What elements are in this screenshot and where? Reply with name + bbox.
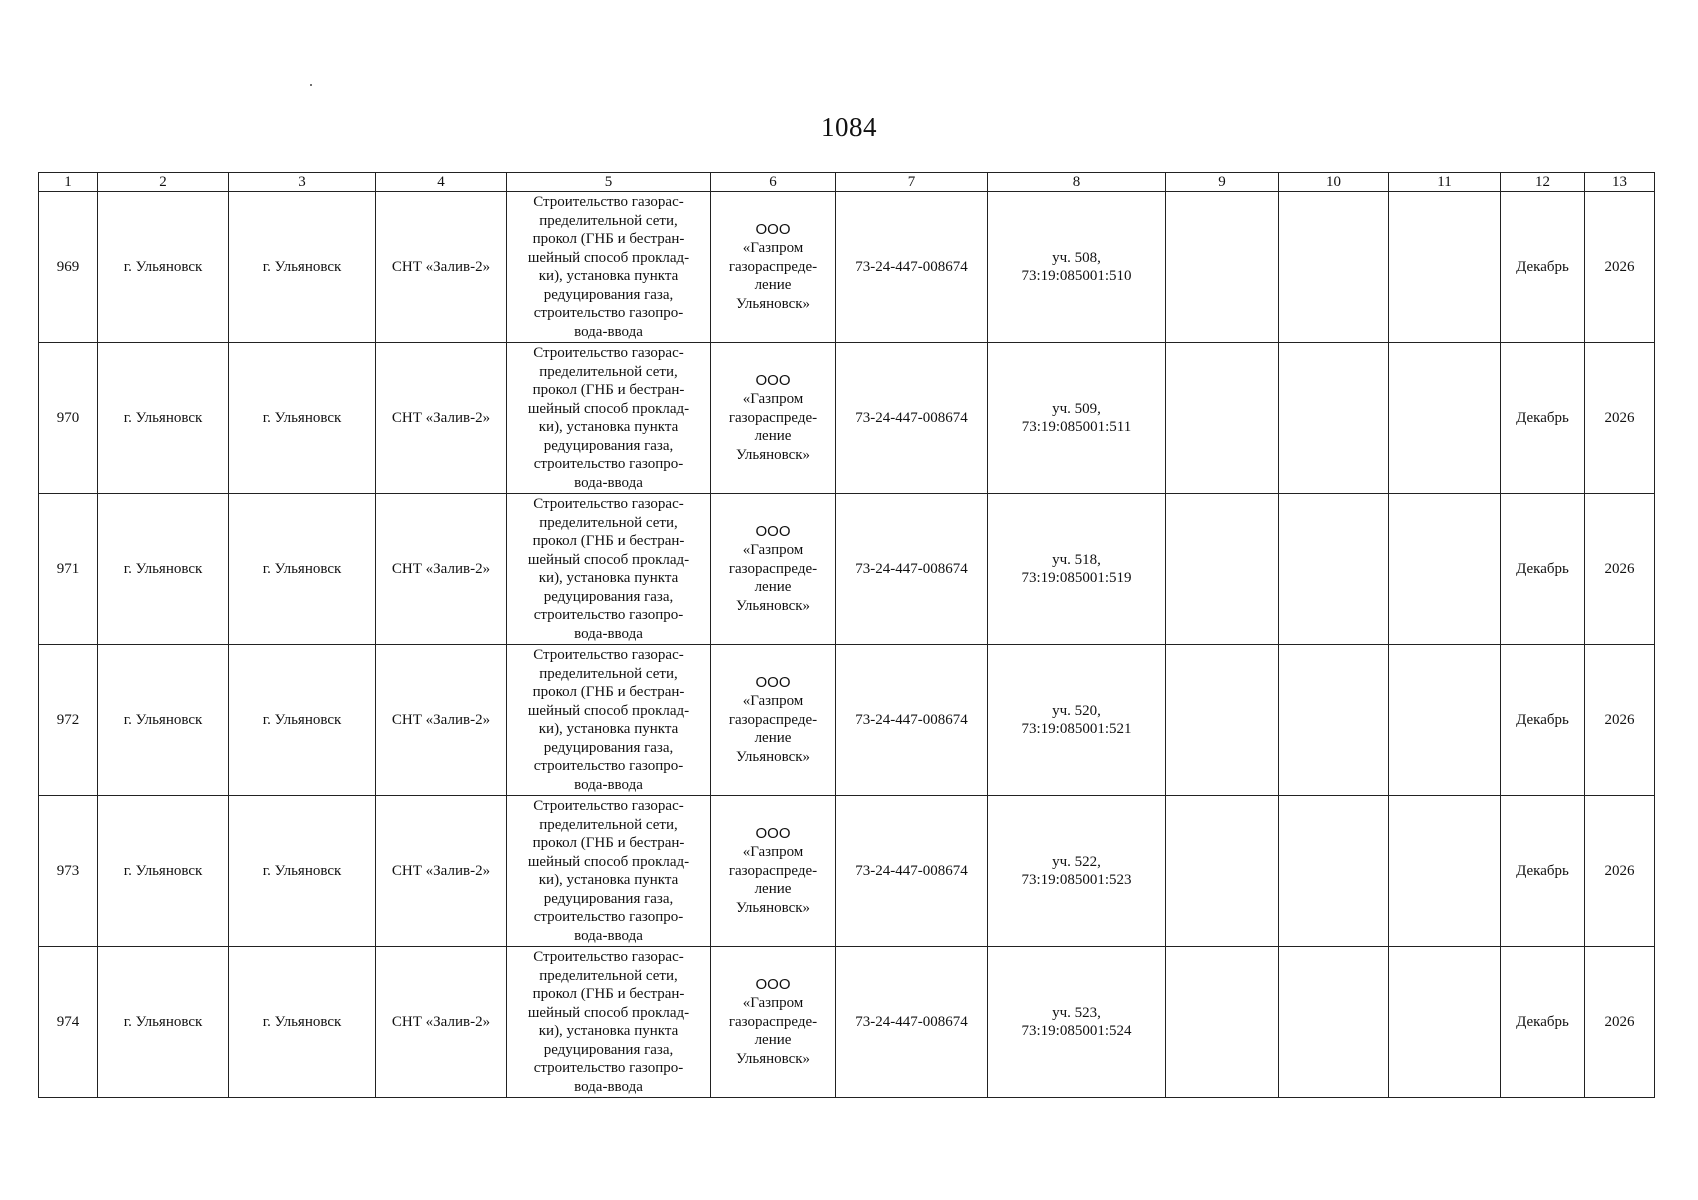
work-description-cell bbox=[507, 192, 711, 343]
scan-speck bbox=[310, 84, 312, 86]
work-description-cell-line: ки), установка пункта bbox=[538, 419, 679, 435]
work-description-cell-line: шейный способ проклад- bbox=[527, 853, 690, 870]
year-cell: 2026 bbox=[1585, 343, 1655, 494]
work-description-cell-line: шейный способ проклад- bbox=[527, 400, 690, 417]
work-description-cell-line: прокол (ГНБ и бестран- bbox=[532, 835, 685, 851]
organization-cell-line: «Газпром bbox=[742, 844, 804, 861]
work-description-cell-line: пределительной сети, bbox=[539, 363, 678, 380]
month-cell: Декабрь bbox=[1501, 947, 1585, 1098]
land-plot-cell-line: уч. 520, bbox=[1052, 702, 1101, 719]
column-9-cell bbox=[1166, 192, 1279, 343]
work-description-cell-line: редуцирования газа, bbox=[543, 286, 674, 303]
organization-cell bbox=[711, 645, 836, 796]
column-header-1: 1 bbox=[39, 173, 98, 192]
column-11-cell bbox=[1389, 796, 1501, 947]
work-description-cell-line: шейный способ проклад- bbox=[527, 551, 690, 568]
row-number-cell: 969 bbox=[39, 192, 98, 343]
month-cell: Декабрь bbox=[1501, 192, 1585, 343]
table-row bbox=[39, 645, 1655, 796]
land-plot-cell-line: 73:19:085001:511 bbox=[1021, 419, 1132, 435]
column-header-9: 9 bbox=[1166, 173, 1279, 192]
locality-cell: г. Ульяновск bbox=[229, 192, 376, 343]
organization-cell-line: ление bbox=[754, 428, 792, 445]
year-cell: 2026 bbox=[1585, 947, 1655, 1098]
organization-cell-line: газораспреде- bbox=[728, 560, 818, 577]
organization-cell-line: Ульяновск» bbox=[735, 446, 811, 463]
organization-cell-line: ление bbox=[754, 881, 792, 898]
column-11-cell bbox=[1389, 494, 1501, 645]
municipality-cell: г. Ульяновск bbox=[98, 343, 229, 494]
organization-cell bbox=[711, 947, 836, 1098]
locality-cell: г. Ульяновск bbox=[229, 645, 376, 796]
work-description-cell-line: пределительной сети, bbox=[539, 816, 678, 833]
organization-cell-line: ООО bbox=[755, 673, 791, 691]
organization-cell-line: газораспреде- bbox=[728, 1013, 818, 1030]
work-description-cell-line: Строительство газорас- bbox=[533, 496, 684, 512]
work-description-cell-line: редуцирования газа, bbox=[543, 588, 674, 605]
registry-table bbox=[38, 172, 1655, 1098]
work-description-cell-line: прокол (ГНБ и бестран- bbox=[532, 684, 685, 700]
organization-cell-line: Ульяновск» bbox=[735, 597, 811, 614]
column-header-4: 4 bbox=[376, 173, 507, 192]
organization-cell-line: «Газпром bbox=[742, 542, 804, 559]
work-description-cell-line: пределительной сети, bbox=[539, 212, 678, 229]
work-description-cell-line: строительство газопро- bbox=[533, 456, 684, 472]
work-description-cell-line: вода-ввода bbox=[574, 323, 643, 340]
land-plot-cell-line: 73:19:085001:521 bbox=[1021, 721, 1132, 737]
work-description-cell-line: пределительной сети, bbox=[539, 514, 678, 531]
work-description-cell-line: строительство газопро- bbox=[533, 305, 684, 321]
work-description-cell bbox=[507, 494, 711, 645]
organization-cell-line: Ульяновск» bbox=[735, 1050, 811, 1067]
work-description-cell-line: Строительство газорас- bbox=[533, 798, 684, 814]
organization-cell-line: Ульяновск» bbox=[735, 748, 811, 765]
work-description-cell-line: строительство газопро- bbox=[533, 1060, 684, 1076]
work-description-cell bbox=[507, 947, 711, 1098]
registry-code-cell: 73-24-447-008674 bbox=[836, 192, 988, 343]
work-description-cell-line: редуцирования газа, bbox=[543, 1041, 674, 1058]
column-11-cell bbox=[1389, 645, 1501, 796]
land-plot-cell-line: уч. 518, bbox=[1052, 551, 1101, 568]
land-plot-cell bbox=[988, 192, 1166, 343]
organization-cell bbox=[711, 494, 836, 645]
registry-code-cell: 73-24-447-008674 bbox=[836, 645, 988, 796]
year-cell: 2026 bbox=[1585, 192, 1655, 343]
land-plot-cell-line: 73:19:085001:524 bbox=[1021, 1023, 1132, 1039]
organization-cell-line: ООО bbox=[755, 371, 791, 389]
month-cell: Декабрь bbox=[1501, 343, 1585, 494]
work-description-cell-line: редуцирования газа, bbox=[543, 890, 674, 907]
territory-cell: СНТ «Залив-2» bbox=[376, 494, 507, 645]
work-description-cell-line: вода-ввода bbox=[574, 927, 643, 944]
column-9-cell bbox=[1166, 796, 1279, 947]
column-9-cell bbox=[1166, 947, 1279, 1098]
municipality-cell: г. Ульяновск bbox=[98, 192, 229, 343]
column-header-5: 5 bbox=[507, 173, 711, 192]
land-plot-cell-line: уч. 522, bbox=[1052, 853, 1101, 870]
work-description-cell-line: вода-ввода bbox=[574, 1078, 643, 1095]
column-11-cell bbox=[1389, 947, 1501, 1098]
column-header-6: 6 bbox=[711, 173, 836, 192]
land-plot-cell-line: 73:19:085001:523 bbox=[1021, 872, 1132, 888]
column-11-cell bbox=[1389, 343, 1501, 494]
land-plot-cell bbox=[988, 645, 1166, 796]
organization-cell-line: ление bbox=[754, 1032, 792, 1049]
municipality-cell: г. Ульяновск bbox=[98, 947, 229, 1098]
land-plot-cell bbox=[988, 494, 1166, 645]
row-number-cell: 973 bbox=[39, 796, 98, 947]
year-cell: 2026 bbox=[1585, 645, 1655, 796]
locality-cell: г. Ульяновск bbox=[229, 796, 376, 947]
municipality-cell: г. Ульяновск bbox=[98, 494, 229, 645]
territory-cell: СНТ «Залив-2» bbox=[376, 343, 507, 494]
work-description-cell-line: шейный способ проклад- bbox=[527, 1004, 690, 1021]
column-header-11: 11 bbox=[1389, 173, 1501, 192]
land-plot-cell-line: уч. 509, bbox=[1052, 400, 1101, 417]
table-row bbox=[39, 343, 1655, 494]
land-plot-cell-line: 73:19:085001:519 bbox=[1021, 570, 1132, 586]
work-description-cell-line: вода-ввода bbox=[574, 474, 643, 491]
page-number: 1084 bbox=[821, 112, 877, 142]
month-cell: Декабрь bbox=[1501, 645, 1585, 796]
work-description-cell-line: Строительство газорас- bbox=[533, 345, 684, 361]
column-10-cell bbox=[1279, 343, 1389, 494]
work-description-cell-line: прокол (ГНБ и бестран- bbox=[532, 231, 685, 247]
row-number-cell: 971 bbox=[39, 494, 98, 645]
organization-cell-line: Ульяновск» bbox=[735, 295, 811, 312]
organization-cell-line: газораспреде- bbox=[728, 862, 818, 879]
work-description-cell-line: строительство газопро- bbox=[533, 607, 684, 623]
year-cell: 2026 bbox=[1585, 796, 1655, 947]
work-description-cell-line: шейный способ проклад- bbox=[527, 249, 690, 266]
territory-cell: СНТ «Залив-2» bbox=[376, 645, 507, 796]
organization-cell-line: газораспреде- bbox=[728, 258, 818, 275]
organization-cell-line: ление bbox=[754, 579, 792, 596]
municipality-cell: г. Ульяновск bbox=[98, 796, 229, 947]
column-9-cell bbox=[1166, 494, 1279, 645]
column-9-cell bbox=[1166, 343, 1279, 494]
organization-cell-line: ООО bbox=[755, 220, 791, 238]
month-cell: Декабрь bbox=[1501, 494, 1585, 645]
land-plot-cell bbox=[988, 796, 1166, 947]
work-description-cell-line: пределительной сети, bbox=[539, 665, 678, 682]
organization-cell-line: ООО bbox=[755, 824, 791, 842]
organization-cell-line: ление bbox=[754, 277, 792, 294]
column-header-10: 10 bbox=[1279, 173, 1389, 192]
column-10-cell bbox=[1279, 192, 1389, 343]
column-header-3: 3 bbox=[229, 173, 376, 192]
table-row bbox=[39, 796, 1655, 947]
registry-code-cell: 73-24-447-008674 bbox=[836, 947, 988, 1098]
territory-cell: СНТ «Залив-2» bbox=[376, 947, 507, 1098]
organization-cell-line: «Газпром bbox=[742, 240, 804, 257]
work-description-cell-line: ки), установка пункта bbox=[538, 570, 679, 586]
organization-cell-line: газораспреде- bbox=[728, 711, 818, 728]
territory-cell: СНТ «Залив-2» bbox=[376, 192, 507, 343]
registry-code-cell: 73-24-447-008674 bbox=[836, 796, 988, 947]
work-description-cell-line: редуцирования газа, bbox=[543, 437, 674, 454]
land-plot-cell bbox=[988, 947, 1166, 1098]
organization-cell-line: Ульяновск» bbox=[735, 899, 811, 916]
land-plot-cell-line: уч. 508, bbox=[1052, 249, 1101, 266]
work-description-cell bbox=[507, 343, 711, 494]
organization-cell-line: ООО bbox=[755, 522, 791, 540]
organization-cell-line: ООО bbox=[755, 975, 791, 993]
work-description-cell-line: ки), установка пункта bbox=[538, 1023, 679, 1039]
land-plot-cell-line: уч. 523, bbox=[1052, 1004, 1101, 1021]
work-description-cell-line: редуцирования газа, bbox=[543, 739, 674, 756]
column-header-12: 12 bbox=[1501, 173, 1585, 192]
work-description-cell-line: Строительство газорас- bbox=[533, 647, 684, 663]
column-header-2: 2 bbox=[98, 173, 229, 192]
work-description-cell-line: пределительной сети, bbox=[539, 967, 678, 984]
organization-cell bbox=[711, 192, 836, 343]
organization-cell bbox=[711, 796, 836, 947]
organization-cell-line: ление bbox=[754, 730, 792, 747]
work-description-cell-line: ки), установка пункта bbox=[538, 268, 679, 284]
row-number-cell: 972 bbox=[39, 645, 98, 796]
territory-cell: СНТ «Залив-2» bbox=[376, 796, 507, 947]
column-10-cell bbox=[1279, 796, 1389, 947]
row-number-cell: 970 bbox=[39, 343, 98, 494]
work-description-cell-line: прокол (ГНБ и бестран- bbox=[532, 533, 685, 549]
table-row bbox=[39, 494, 1655, 645]
registry-code-cell: 73-24-447-008674 bbox=[836, 343, 988, 494]
column-11-cell bbox=[1389, 192, 1501, 343]
row-number-cell: 974 bbox=[39, 947, 98, 1098]
table-row bbox=[39, 947, 1655, 1098]
column-header-13: 13 bbox=[1585, 173, 1655, 192]
organization-cell-line: «Газпром bbox=[742, 391, 804, 408]
locality-cell: г. Ульяновск bbox=[229, 947, 376, 1098]
column-10-cell bbox=[1279, 947, 1389, 1098]
work-description-cell-line: вода-ввода bbox=[574, 776, 643, 793]
registry-code-cell: 73-24-447-008674 bbox=[836, 494, 988, 645]
land-plot-cell bbox=[988, 343, 1166, 494]
work-description-cell-line: Строительство газорас- bbox=[533, 949, 684, 965]
locality-cell: г. Ульяновск bbox=[229, 494, 376, 645]
work-description-cell-line: строительство газопро- bbox=[533, 909, 684, 925]
work-description-cell-line: ки), установка пункта bbox=[538, 721, 679, 737]
organization-cell-line: «Газпром bbox=[742, 693, 804, 710]
work-description-cell-line: ки), установка пункта bbox=[538, 872, 679, 888]
column-header-8: 8 bbox=[988, 173, 1166, 192]
work-description-cell-line: строительство газопро- bbox=[533, 758, 684, 774]
column-10-cell bbox=[1279, 645, 1389, 796]
organization-cell-line: «Газпром bbox=[742, 995, 804, 1012]
work-description-cell bbox=[507, 645, 711, 796]
month-cell: Декабрь bbox=[1501, 796, 1585, 947]
municipality-cell: г. Ульяновск bbox=[98, 645, 229, 796]
table-row bbox=[39, 192, 1655, 343]
organization-cell bbox=[711, 343, 836, 494]
work-description-cell-line: прокол (ГНБ и бестран- bbox=[532, 382, 685, 398]
column-9-cell bbox=[1166, 645, 1279, 796]
locality-cell: г. Ульяновск bbox=[229, 343, 376, 494]
work-description-cell-line: прокол (ГНБ и бестран- bbox=[532, 986, 685, 1002]
work-description-cell-line: Строительство газорас- bbox=[533, 194, 684, 210]
column-10-cell bbox=[1279, 494, 1389, 645]
column-header-7: 7 bbox=[836, 173, 988, 192]
table-body bbox=[39, 192, 1655, 1098]
header-row bbox=[39, 173, 1655, 192]
work-description-cell bbox=[507, 796, 711, 947]
work-description-cell-line: вода-ввода bbox=[574, 625, 643, 642]
land-plot-cell-line: 73:19:085001:510 bbox=[1021, 268, 1132, 284]
work-description-cell-line: шейный способ проклад- bbox=[527, 702, 690, 719]
organization-cell-line: газораспреде- bbox=[728, 409, 818, 426]
year-cell: 2026 bbox=[1585, 494, 1655, 645]
